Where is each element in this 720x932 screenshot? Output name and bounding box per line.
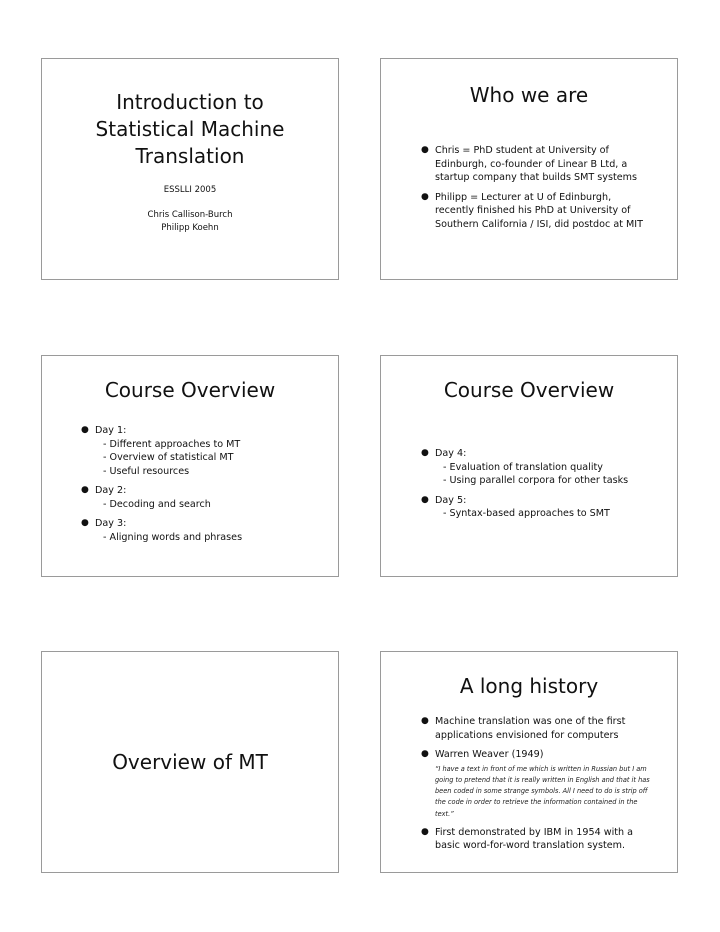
bullet-text: ● Warren Weaver (1949) bbox=[435, 749, 544, 760]
sub-item: - Aligning words and phrases bbox=[103, 531, 243, 543]
slide-long-history bbox=[380, 651, 678, 873]
bullet-text: applications envisioned for computers bbox=[435, 729, 619, 741]
bullet-item bbox=[421, 494, 671, 521]
bullet-text: startup company that builds SMT systems bbox=[435, 172, 637, 183]
bullet-text: basic word-for-word translation system. bbox=[435, 840, 626, 852]
bullet-item bbox=[421, 144, 671, 185]
author-name: Philipp Koehn bbox=[161, 223, 219, 233]
slide-course-overview-2 bbox=[380, 355, 678, 577]
bullet-item bbox=[81, 424, 332, 478]
sub-item: - Using parallel corpora for other tasks bbox=[443, 475, 629, 486]
bullet-list bbox=[421, 715, 671, 859]
sub-item: - Decoding and search bbox=[103, 498, 211, 510]
quote-line: text.” bbox=[435, 809, 454, 818]
sub-item: - Different approaches to MT bbox=[103, 438, 241, 450]
bullet-item bbox=[421, 447, 671, 488]
slide-course-overview-1 bbox=[41, 355, 339, 577]
slide-title: Course Overview bbox=[104, 378, 276, 402]
bullet-item bbox=[421, 715, 671, 742]
bullet-text: ● Chris = PhD student at University of bbox=[435, 145, 609, 156]
bullet-heading: ● Day 1: bbox=[95, 425, 127, 436]
bullet-item bbox=[421, 826, 671, 853]
bullet-item bbox=[421, 748, 671, 820]
sub-item: - Overview of statistical MT bbox=[103, 452, 234, 463]
bullet-list bbox=[421, 447, 671, 527]
bullet-heading: ● Day 4: bbox=[435, 448, 467, 459]
sub-item: - Evaluation of translation quality bbox=[443, 461, 603, 473]
bullet-text: ● Philipp = Lecturer at U of Edinburgh, bbox=[435, 191, 612, 203]
title-line: Translation bbox=[135, 144, 245, 168]
slide-title: A long history bbox=[459, 674, 599, 698]
slide-introduction bbox=[41, 58, 339, 280]
title-line: Statistical Machine bbox=[95, 117, 285, 141]
bullet-heading: ● Day 2: bbox=[95, 485, 127, 496]
bullet-item bbox=[81, 484, 332, 511]
slide-overview-of-mt bbox=[41, 651, 339, 873]
quote-line: “I have a text in front of me which is written in Russian but I am bbox=[435, 764, 647, 773]
event-name: ESSLLI 2005 bbox=[163, 185, 217, 195]
quote-line: been coded in some strange symbols. All I need to do is strip off bbox=[435, 787, 648, 796]
bullet-list bbox=[81, 424, 332, 550]
sub-item: - Useful resources bbox=[103, 465, 190, 477]
slide-who-we-are bbox=[380, 58, 678, 280]
bullet-text: recently finished his PhD at University of bbox=[435, 205, 631, 216]
bullet-text: Edinburgh, co-founder of Linear B Ltd, a bbox=[435, 158, 628, 170]
bullet-text: Southern California / ISI, did postdoc at MIT bbox=[435, 218, 643, 230]
bullet-text: ● First demonstrated by IBM in 1954 with a bbox=[435, 826, 634, 838]
quote-line: the code in order to retrieve the information contained in the bbox=[435, 798, 638, 807]
author-name: Chris Callison-Burch bbox=[147, 210, 233, 220]
slide-title: Who we are bbox=[469, 83, 589, 107]
slide-title: Overview of MT bbox=[112, 750, 268, 774]
sub-item: - Syntax-based approaches to SMT bbox=[443, 508, 610, 519]
bullet-text: ● Machine translation was one of the first bbox=[435, 716, 626, 727]
quote-line: going to pretend that it is really written in English and that it has bbox=[435, 775, 650, 784]
slide-title: Course Overview bbox=[443, 378, 615, 402]
bullet-heading: ● Day 5: bbox=[435, 494, 467, 506]
bullet-item bbox=[81, 517, 332, 544]
bullet-item bbox=[421, 191, 671, 232]
author-list bbox=[42, 209, 338, 235]
weaver-quote bbox=[435, 764, 671, 820]
title-line: Introduction to bbox=[116, 90, 264, 114]
slide-title bbox=[42, 89, 338, 170]
bullet-list bbox=[421, 144, 671, 237]
bullet-heading: ● Day 3: bbox=[95, 518, 127, 529]
